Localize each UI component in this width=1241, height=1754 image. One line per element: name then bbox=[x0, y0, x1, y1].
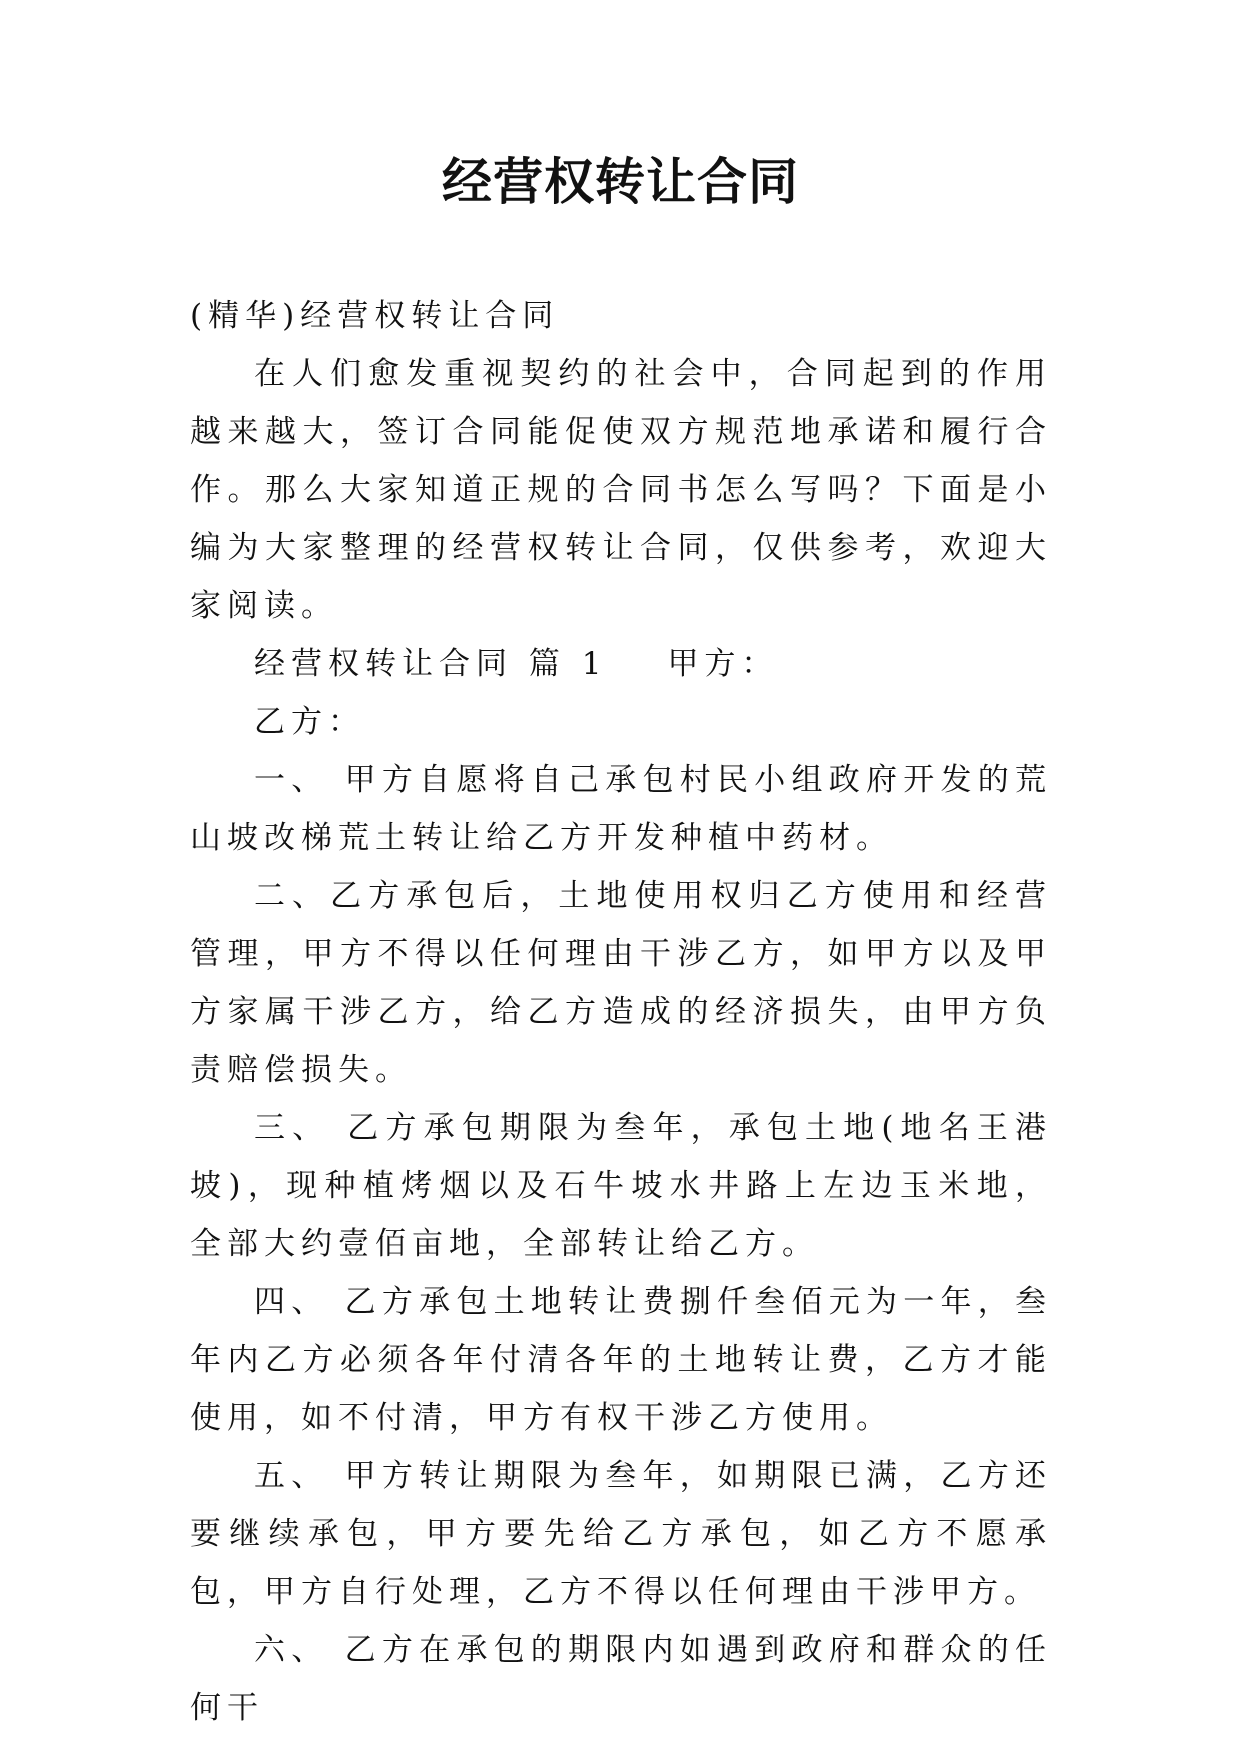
document-body bbox=[190, 287, 1052, 1737]
section-heading-line bbox=[190, 635, 1052, 693]
intro-paragraph: 在人们愈发重视契约的社会中，合同起到的作用越来越大，签订合同能促使双方规范地承诺和履行合作。那么大家知道正规的合同书怎么写吗？下面是小编为大家整理的经营权转让合同，仅供参考，欢迎大家阅读。 bbox=[190, 356, 1052, 624]
document-subtitle: (精华)经营权转让合同 bbox=[190, 298, 560, 334]
clause-4: 四、 乙方承包土地转让费捌仟叁佰元为一年，叁年内乙方必须各年付清各年的土地转让费，乙方才能使用，如不付清，甲方有权干涉乙方使用。 bbox=[190, 1284, 1052, 1436]
clause-3: 三、 乙方承包期限为叁年，承包土地(地名王港坡)，现种植烤烟以及石牛坡水井路上左边玉米地，全部大约壹佰亩地，全部转让给乙方。 bbox=[190, 1110, 1052, 1262]
clause-6: 六、 乙方在承包的期限内如遇到政府和群众的任何干 bbox=[190, 1632, 1052, 1726]
clause-5: 五、 甲方转让期限为叁年，如期限已满，乙方还要继续承包，甲方要先给乙方承包，如乙方不愿承包，甲方自行处理，乙方不得以任何理由干涉甲方。 bbox=[190, 1458, 1052, 1610]
document-title: 经营权转让合同 bbox=[442, 153, 799, 211]
section-heading: 经营权转让合同 篇 1 bbox=[254, 646, 608, 682]
clause-2: 二、乙方承包后，土地使用权归乙方使用和经营管理，甲方不得以任何理由干涉乙方，如甲方以及甲方家属干涉乙方，给乙方造成的经济损失，由甲方负责赔偿损失。 bbox=[190, 878, 1052, 1088]
clause-1: 一、 甲方自愿将自己承包村民小组政府开发的荒山坡改梯荒土转让给乙方开发种植中药材。 bbox=[190, 762, 1052, 856]
party-b-label: 乙方： bbox=[254, 704, 365, 740]
party-a-label: 甲方： bbox=[667, 646, 779, 682]
